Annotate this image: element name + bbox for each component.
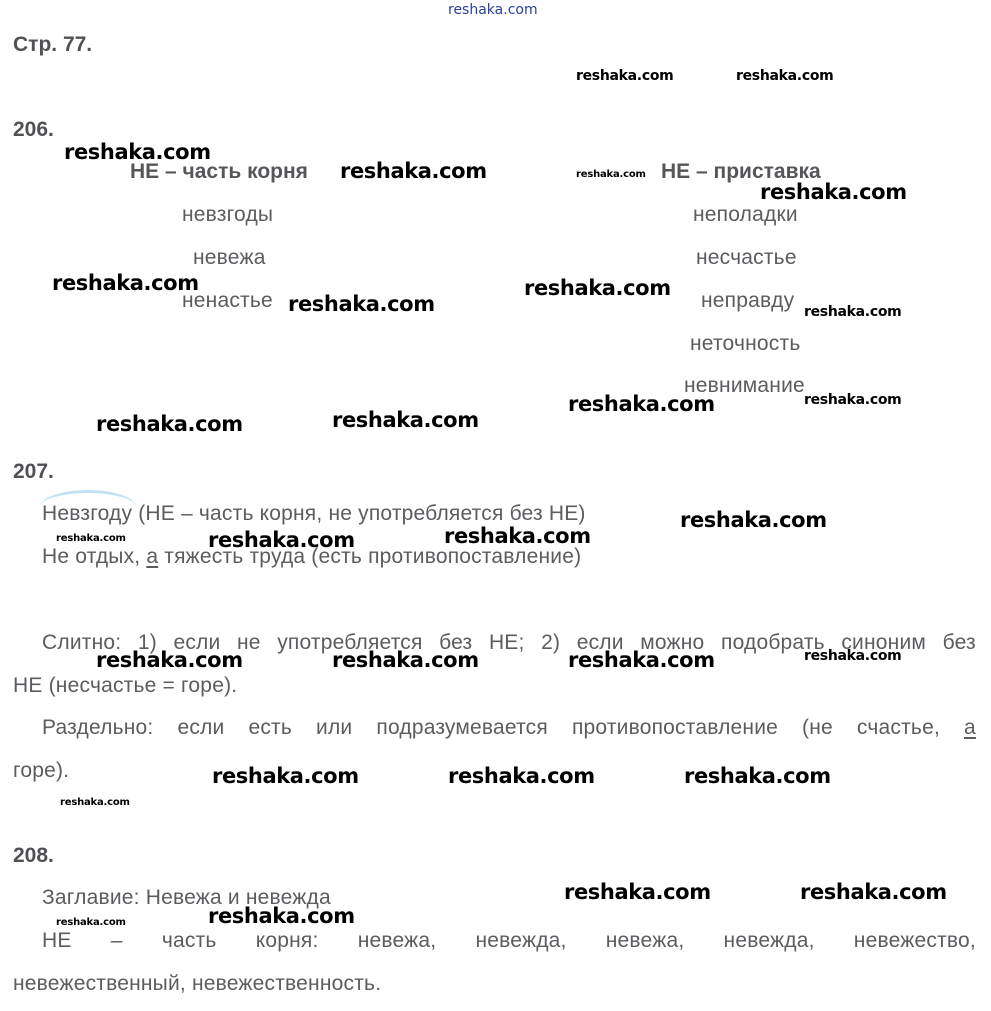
watermark: reshaka.com: [448, 764, 595, 788]
answer-line: Не отдых, а тяжесть труда (есть противопоставление): [42, 545, 582, 568]
watermark: reshaka.com: [804, 648, 902, 664]
word-item: невежа: [193, 246, 266, 269]
rule-separate-line: горе).: [13, 759, 70, 782]
watermark: reshaka.com: [56, 533, 126, 544]
watermark: reshaka.com: [804, 392, 902, 408]
rule-continuous-line: НЕ (несчастье = горе).: [13, 674, 238, 697]
watermark: reshaka.com: [332, 648, 479, 672]
exercise-208-number: 208.: [13, 844, 54, 867]
watermark: reshaka.com: [800, 880, 947, 904]
watermark: reshaka.com: [96, 412, 243, 436]
word-item: невнимание: [684, 374, 805, 397]
word-item: несчастье: [696, 246, 797, 269]
word-item: ненастье: [182, 289, 273, 312]
watermark: reshaka.com: [524, 276, 671, 300]
watermark: reshaka.com: [52, 271, 199, 295]
watermark: reshaka.com: [340, 159, 487, 183]
watermark: reshaka.com: [208, 904, 355, 928]
watermark: reshaka.com: [804, 304, 902, 320]
word-item: неполадки: [693, 203, 798, 226]
watermark: reshaka.com: [288, 292, 435, 316]
exercise-206-number: 206.: [13, 118, 54, 141]
watermark: reshaka.com: [60, 797, 130, 808]
watermark: reshaka.com: [680, 508, 827, 532]
watermark: reshaka.com: [448, 2, 538, 18]
answer-line: Невзгоду (НЕ – часть корня, не употребляется без НЕ): [42, 502, 586, 525]
page-reference: Стр. 77.: [13, 33, 93, 56]
column-title-root: НЕ – часть корня: [130, 160, 308, 183]
watermark: reshaka.com: [576, 169, 646, 180]
answer-line: НЕ – часть корня: невежа, невежда, невежа, невежда, невежество,: [42, 929, 976, 952]
word-item: невзгоды: [182, 203, 274, 226]
watermark: reshaka.com: [736, 68, 834, 84]
exercise-207-number: 207.: [13, 460, 54, 483]
watermark: reshaka.com: [332, 408, 479, 432]
watermark: reshaka.com: [760, 180, 907, 204]
rule-separate-line: Раздельно: если есть или подразумевается противопоставление (не счастье, а: [42, 716, 976, 739]
watermark: reshaka.com: [576, 68, 674, 84]
word-item: неправду: [701, 289, 795, 312]
answer-line: невежественный, невежественность.: [13, 972, 382, 995]
watermark: reshaka.com: [212, 764, 359, 788]
watermark: reshaka.com: [568, 392, 715, 416]
watermark: reshaka.com: [208, 528, 355, 552]
watermark: reshaka.com: [564, 880, 711, 904]
watermark: reshaka.com: [568, 648, 715, 672]
watermark: reshaka.com: [64, 140, 211, 164]
word-item: неточность: [690, 332, 801, 355]
rule-continuous-line: Слитно: 1) если не употребляется без НЕ; 2) если можно подобрать синоним без: [42, 631, 976, 654]
answer-title: Заглавие: Невежа и невежда: [42, 886, 331, 909]
watermark: reshaka.com: [444, 524, 591, 548]
watermark: reshaka.com: [684, 764, 831, 788]
watermark: reshaka.com: [96, 648, 243, 672]
watermark: reshaka.com: [56, 917, 126, 928]
column-title-prefix: НЕ – приставка: [661, 160, 821, 183]
